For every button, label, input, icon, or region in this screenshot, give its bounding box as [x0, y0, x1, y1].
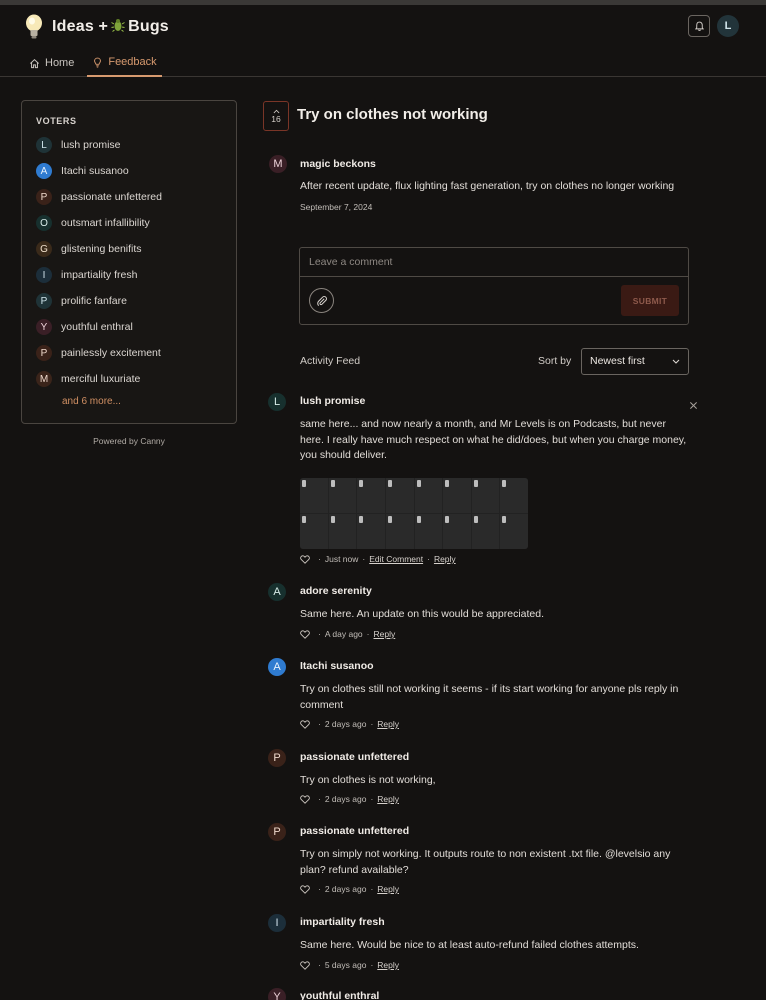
comment-author[interactable]: passionate unfettered: [300, 751, 410, 763]
voter-name: youthful enthral: [61, 321, 133, 333]
voter-name: impartiality fresh: [61, 269, 138, 281]
heart-icon[interactable]: [300, 795, 310, 804]
voter-item[interactable]: [36, 132, 222, 158]
voters-title: VOTERS: [36, 116, 77, 126]
comment-text: same here... and now nearly a month, and Mr Levels is on Podcasts, but never here. I really have much respect on what he did/does, but when you charge money, you should deliver.: [300, 418, 687, 461]
heart-icon[interactable]: [300, 630, 310, 639]
user-avatar[interactable]: L: [717, 15, 739, 37]
home-icon: [29, 58, 40, 69]
reply-link[interactable]: Reply: [377, 884, 400, 894]
comment-author[interactable]: impartiality fresh: [300, 916, 385, 928]
reply-link[interactable]: Reply: [377, 719, 400, 729]
voter-name: painlessly excitement: [61, 347, 161, 359]
avatar: P: [268, 749, 286, 767]
voter-name: merciful luxuriate: [61, 373, 141, 385]
avatar: A: [268, 583, 286, 601]
sort-value: Newest first: [590, 355, 645, 367]
avatar: Y: [36, 319, 52, 335]
comment-text: Same here. Would be nice to at least auto-refund failed clothes attempts.: [300, 939, 639, 951]
app-title: Ideas + Bugs: [52, 18, 169, 35]
avatar: M: [36, 371, 52, 387]
avatar: A: [268, 658, 286, 676]
reply-link[interactable]: Reply: [377, 794, 400, 804]
avatar: I: [268, 914, 286, 932]
comment-time: A day ago: [324, 629, 363, 639]
post-author[interactable]: magic beckons: [300, 158, 376, 170]
voter-item[interactable]: [36, 340, 222, 366]
comment-author[interactable]: passionate unfettered: [300, 825, 410, 837]
powered-by-link[interactable]: Powered by Canny: [93, 436, 165, 446]
voter-name: glistening benifits: [61, 243, 142, 255]
post-date: September 7, 2024: [300, 202, 373, 212]
reply-link[interactable]: Reply: [433, 554, 456, 564]
voter-item[interactable]: [36, 236, 222, 262]
heart-icon[interactable]: [300, 720, 310, 729]
avatar: P: [36, 293, 52, 309]
comment-meta: · 2 days ago · Reply: [300, 884, 399, 894]
comment-author[interactable]: lush promise: [300, 395, 366, 407]
comment-author[interactable]: Itachi susanoo: [300, 660, 374, 672]
voter-name: lush promise: [61, 139, 121, 151]
nav-home-label: Home: [45, 57, 75, 69]
comment-meta: · 2 days ago · Reply: [300, 719, 399, 729]
voter-item[interactable]: [36, 210, 222, 236]
nav-feedback[interactable]: [87, 49, 161, 77]
voter-name: prolific fanfare: [61, 295, 127, 307]
voter-name: outsmart infallibility: [61, 217, 150, 229]
comment-text: Try on simply not working. It outputs route to non existent .txt file. @levelsio any plan? refund available?: [300, 848, 671, 876]
edit-comment-link[interactable]: Edit Comment: [369, 554, 424, 564]
bell-icon: [694, 21, 705, 32]
nav-feedback-label: Feedback: [108, 56, 157, 68]
voters-panel: [21, 100, 237, 424]
comment-item: [268, 658, 698, 733]
comment-meta: · A day ago · Reply: [300, 629, 395, 639]
upvote-button[interactable]: [263, 101, 289, 131]
comment-text: Try on clothes still not working it seems - if its start working for anyone pls reply in comment: [300, 683, 679, 711]
heart-icon[interactable]: [300, 961, 310, 970]
heart-icon[interactable]: [300, 555, 310, 564]
comment-text: Same here. An update on this would be appreciated.: [300, 608, 545, 620]
comment-attachment-image[interactable]: [300, 478, 528, 549]
vote-count: 16: [271, 113, 281, 124]
voter-item[interactable]: [36, 262, 222, 288]
post-title: Try on clothes not working: [297, 106, 488, 123]
reply-link[interactable]: Reply: [373, 629, 396, 639]
comment-time: Just now: [324, 554, 359, 564]
comment-text: Try on clothes is not working,: [300, 774, 436, 786]
comment-item: [268, 988, 698, 1000]
avatar: O: [36, 215, 52, 231]
notifications-button[interactable]: [688, 15, 710, 37]
bug-icon: [111, 18, 125, 32]
chevron-down-icon: [672, 359, 680, 364]
comment-meta: · 5 days ago · Reply: [300, 960, 399, 970]
comment-time: 5 days ago: [324, 960, 367, 970]
submit-comment-button[interactable]: SUBMIT: [621, 285, 679, 316]
nav-home[interactable]: [24, 49, 79, 77]
comment-meta: · 2 days ago · Reply: [300, 794, 399, 804]
voter-name: passionate unfettered: [61, 191, 162, 203]
brand[interactable]: [24, 14, 169, 40]
comment-input[interactable]: Leave a comment: [300, 248, 688, 277]
comment-author[interactable]: adore serenity: [300, 585, 372, 597]
attach-file-button[interactable]: [309, 288, 334, 313]
comment-meta: · Just now · Edit Comment · Reply: [300, 554, 456, 564]
post-body: After recent update, flux lighting fast generation, try on clothes no longer working: [300, 180, 675, 192]
comment-item: [268, 914, 698, 974]
comment-author[interactable]: youthful enthral: [300, 990, 380, 1000]
voter-item[interactable]: [36, 314, 222, 340]
avatar: M: [269, 155, 287, 173]
avatar: G: [36, 241, 52, 257]
voter-item[interactable]: [36, 184, 222, 210]
comment-item: [268, 393, 698, 568]
comment-item: [268, 823, 698, 898]
avatar: Y: [268, 988, 286, 1000]
comment-time: 2 days ago: [324, 719, 367, 729]
sort-label: Sort by: [538, 355, 572, 367]
avatar: I: [36, 267, 52, 283]
avatar: P: [36, 189, 52, 205]
comment-time: 2 days ago: [324, 794, 367, 804]
avatar: P: [36, 345, 52, 361]
close-icon[interactable]: [689, 401, 698, 410]
main-nav: [24, 49, 170, 77]
lightbulb-logo-icon: [24, 14, 44, 40]
more-voters-link[interactable]: and 6 more...: [62, 396, 121, 407]
comment-item: [268, 583, 698, 643]
comment-time: 2 days ago: [324, 884, 367, 894]
avatar: L: [36, 137, 52, 153]
avatar: P: [268, 823, 286, 841]
comment-item: [268, 749, 698, 809]
comment-composer: [299, 247, 689, 325]
heart-icon[interactable]: [300, 885, 310, 894]
voter-item[interactable]: [36, 366, 222, 392]
lightbulb-icon: [92, 57, 103, 68]
activity-feed-label: Activity Feed: [300, 355, 361, 367]
sort-select[interactable]: [581, 348, 689, 375]
reply-link[interactable]: Reply: [377, 960, 400, 970]
avatar: L: [268, 393, 286, 411]
avatar: A: [36, 163, 52, 179]
voter-item[interactable]: [36, 288, 222, 314]
paperclip-icon: [316, 295, 328, 307]
header-actions: [688, 15, 739, 37]
voter-name: Itachi susanoo: [61, 165, 129, 177]
voter-item[interactable]: [36, 158, 222, 184]
header: [0, 5, 766, 77]
